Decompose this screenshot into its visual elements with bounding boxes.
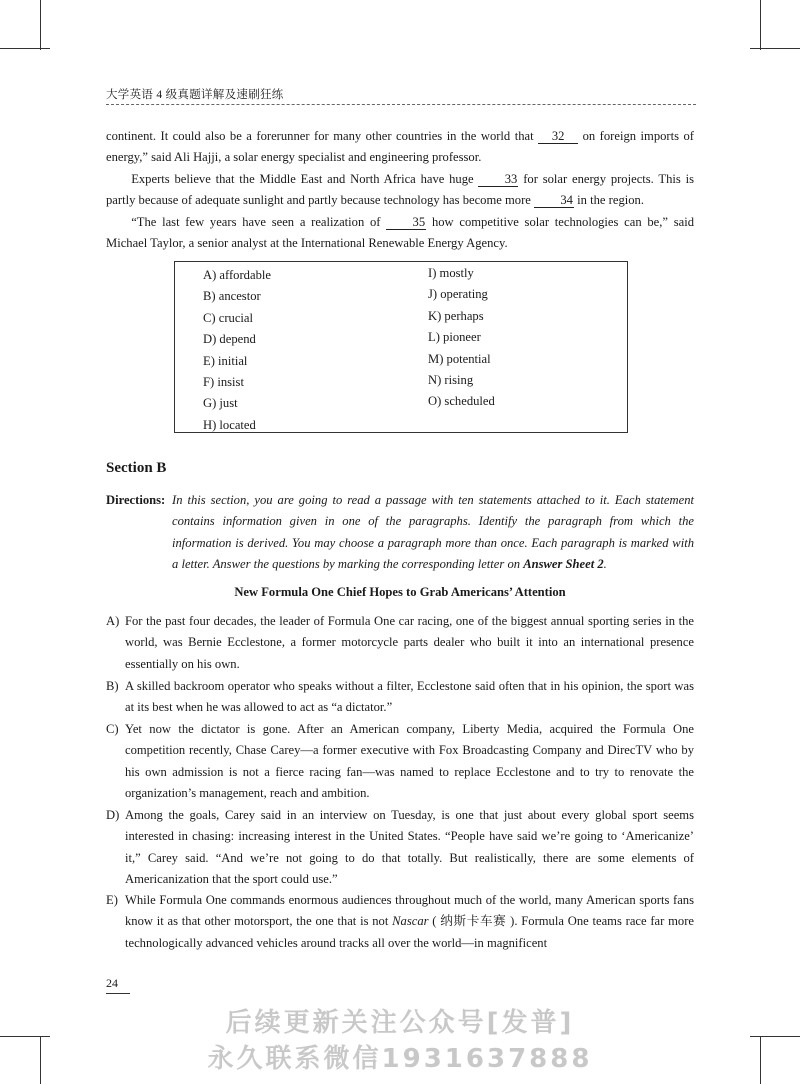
paragraph-letter: E) [106, 893, 118, 907]
page-number: 24 [106, 976, 118, 990]
paragraph-body: For the past four decades, the leader of Formula One car racing, one of the biggest annual sporting series in the world, was Bernie Ecclestone, a former motorcycle parts dealer who built it into an international presence essentially on his own. [125, 614, 694, 671]
text: ( 纳斯卡车赛 ). Formula One teams race far more technologically advanced vehicles around tracks all over the world—in magnificent [125, 914, 694, 950]
paragraph-letter: A) [106, 614, 120, 628]
paragraph-e [106, 890, 694, 954]
word-option: H) located [203, 417, 256, 432]
word-option: C) crucial [203, 310, 253, 325]
word-bank [174, 261, 628, 433]
paragraph-body [125, 890, 694, 954]
page-number-rule [106, 993, 130, 994]
word-option: D) depend [203, 332, 256, 347]
paragraph-letter: B) [106, 679, 119, 693]
paragraph-letter: D) [106, 808, 120, 822]
text: While Formula One commands enormous audiences throughout much of the world, many American sports fans know it as that other motorsport, the one that is not [125, 893, 694, 929]
section-title: Section B [106, 460, 167, 476]
paragraph-body: Yet now the dictator is gone. After an American company, Liberty Media, acquired the Formula One competition recently, Chase Carey—a former executive with Fox Broadcasting Company and DirecTV who by his own admission is not a fierce racing fan—was named to replace Ecclestone and to try to renovate the organization’s management, reach and ambition. [125, 722, 694, 801]
directions-text [172, 490, 694, 576]
paragraph-a [106, 611, 694, 675]
blank-35: 35 [386, 215, 426, 230]
passage-paragraph [106, 212, 694, 255]
passage-paragraph [106, 169, 694, 212]
directions-label: Directions: [106, 493, 166, 507]
word-option: O) scheduled [428, 394, 495, 409]
word-option: B) ancestor [203, 289, 261, 304]
text: continent. It could also be a forerunner for many other countries in the world that [106, 129, 539, 143]
word-option: F) insist [203, 375, 244, 390]
passage-continuation [106, 126, 694, 169]
crop-mark [40, 0, 41, 50]
nascar-term: Nascar [392, 914, 429, 929]
running-header: 大学英语 4 级真题详解及速刷狂练 [106, 89, 284, 101]
paragraph-body: A skilled backroom operator who speaks without a filter, Ecclestone said often that in his opinion, the sport was at its best when he was allowed to act as “a dictator.” [125, 679, 694, 715]
crop-mark [0, 48, 50, 49]
word-option: M) potential [428, 351, 491, 366]
blank-33: 33 [478, 172, 518, 187]
text: how competitive solar technologies can be,” said Michael Taylor, a senior analyst at the International Renewable Energy Agency. [106, 215, 694, 251]
passage-title: New Formula One Chief Hopes to Grab Americans’ Attention [234, 585, 566, 599]
crop-mark [750, 48, 800, 49]
promo-line: 永久联系微信1931637888 [207, 1044, 593, 1074]
paragraph-body: Among the goals, Carey said in an interview on Tuesday, is one that just about every global sport seems interested in chasing: increasing interest in the United States. “People have said we’re going to ‘Americanize’ it,” Carey said. “And we’re not going to do that totally. But realistically, there are some elements of Americanization that the sport could use.” [125, 808, 694, 887]
answer-sheet-ref: Answer Sheet 2 [523, 557, 604, 572]
word-option: L) pioneer [428, 330, 481, 345]
text: for solar energy projects. This is partly because of adequate sunlight and partly because technology has become more [106, 172, 694, 208]
text: “The last few years have seen a realization of [131, 215, 387, 229]
header-divider [106, 104, 696, 105]
text: In this section, you are going to read a passage with ten statements attached to it. Each statement contains information given in one of the paragraphs. Identify the paragraph from which the information is derived. You may choose a paragraph more than once. Each paragraph is marked with a letter. Answer the questions by marking the corresponding letter on [172, 493, 694, 572]
word-bank-left-column [203, 265, 271, 436]
word-option: A) affordable [203, 268, 271, 282]
blank-34: 34 [534, 193, 574, 208]
paragraph-b [106, 676, 694, 719]
text: Experts believe that the Middle East and North Africa have huge [131, 172, 479, 186]
promo-line: 后续更新关注公众号[发普] [225, 1008, 575, 1038]
text: in the region. [574, 193, 644, 208]
directions [106, 490, 694, 576]
word-option: I) mostly [428, 266, 474, 280]
blank-32: 32 [538, 129, 578, 144]
paragraph-letter: C) [106, 722, 119, 736]
text: . [603, 557, 607, 572]
crop-mark [760, 0, 761, 50]
text: on foreign imports of energy,” said Ali Hajji, a solar energy specialist and engineering professor. [106, 129, 695, 165]
word-option: K) perhaps [428, 308, 484, 323]
word-option: G) just [203, 396, 238, 411]
word-option: N) rising [428, 373, 474, 388]
paragraph-d [106, 805, 694, 891]
word-option: J) operating [428, 287, 488, 302]
word-bank-right-column [428, 263, 495, 413]
word-option: E) initial [203, 353, 248, 368]
paragraph-c [106, 719, 694, 805]
